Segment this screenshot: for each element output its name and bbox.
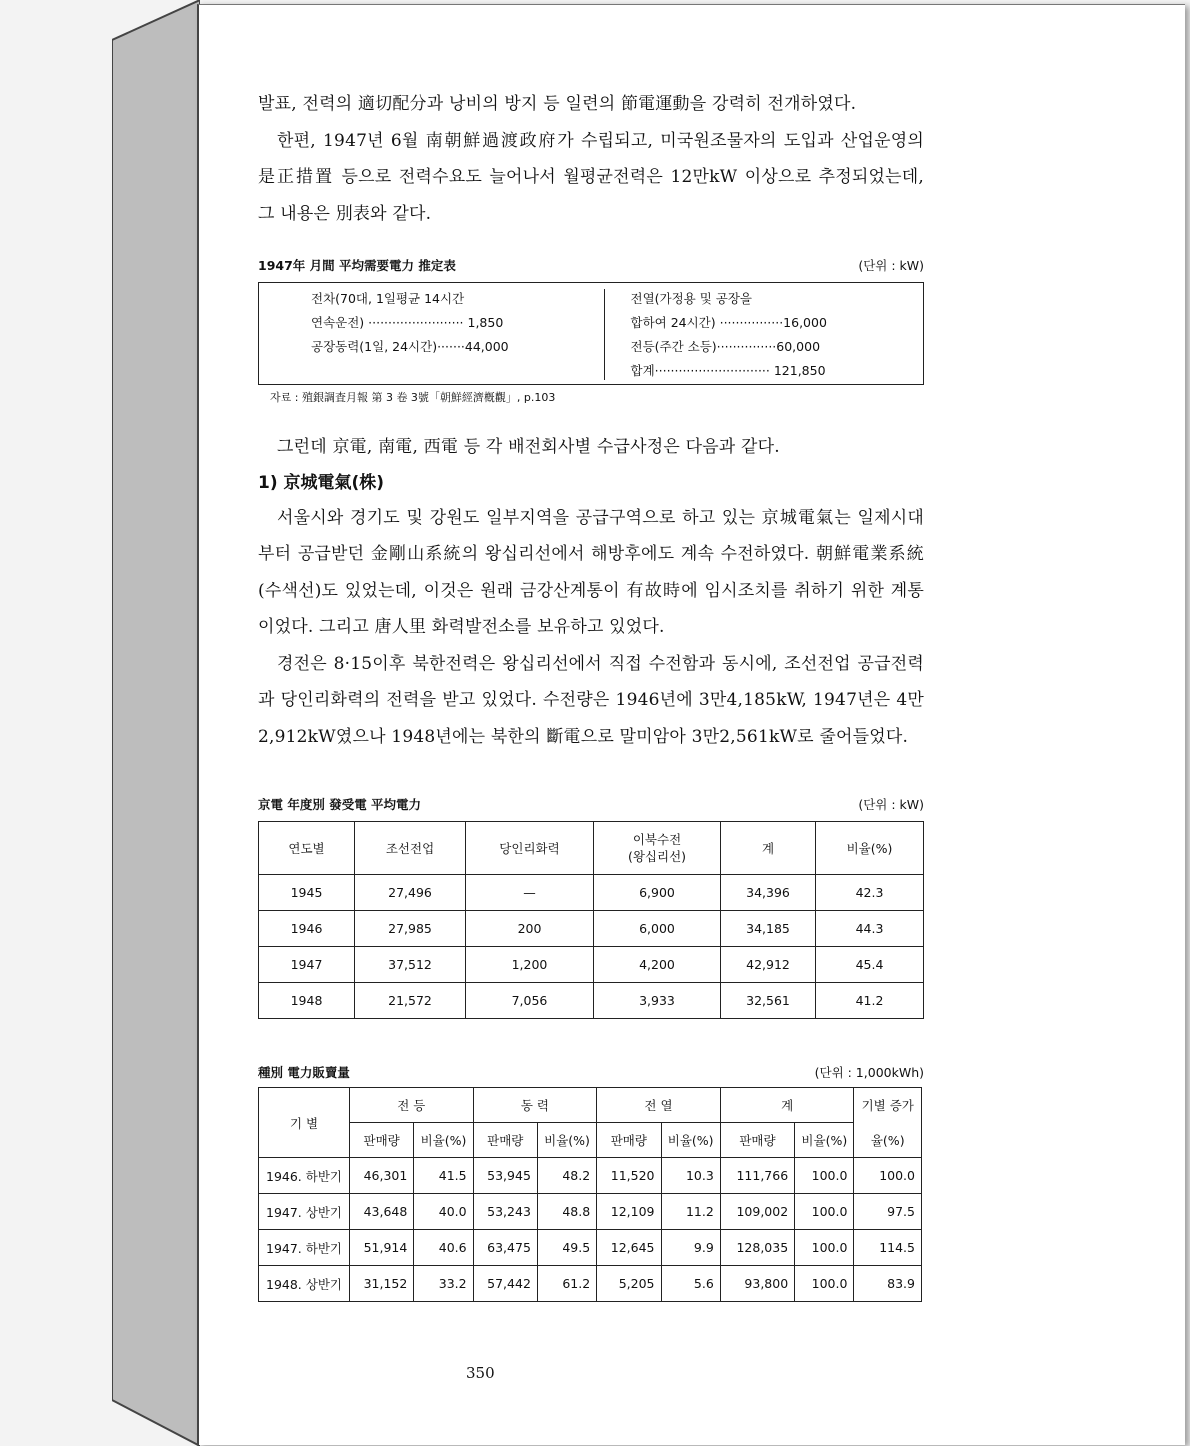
table-row	[259, 1266, 922, 1302]
table-cell: 61.2	[537, 1266, 596, 1302]
table-header-row	[259, 1088, 922, 1123]
table-cell: 1947. 하반기	[259, 1230, 350, 1266]
estimate-table-unit: (단위 : kW)	[858, 258, 924, 273]
table-cell: 114.5	[854, 1230, 922, 1266]
paragraph: 그런데 京電, 南電, 西電 등 각 배전회사별 수급사정은 다음과 같다.	[277, 437, 780, 457]
table-cell: 111,766	[720, 1158, 794, 1194]
table-cell: 32,561	[721, 983, 816, 1019]
table-cell: 11.2	[661, 1194, 720, 1230]
estimate-line: 공장동력(1일, 24시간)·······44,000	[311, 339, 509, 354]
table-cell: 6,900	[594, 875, 721, 911]
table-cell: 21,572	[355, 983, 466, 1019]
table-cell: 97.5	[854, 1194, 922, 1230]
section-heading: 1) 京城電氣(株)	[258, 472, 385, 493]
table-cell: 53,243	[473, 1194, 537, 1230]
table-cell: 9.9	[661, 1230, 720, 1266]
sub-header: 비율(%)	[537, 1123, 596, 1158]
group-header: 동 력	[473, 1088, 597, 1123]
estimate-line: 합하여 24시간) ················16,000	[630, 315, 827, 330]
paragraph: 서울시와 경기도 및 강원도 일부지역을 공급구역으로 하고 있는 京城電氣는 일제시대부터 공급받던 金剛山系統의 왕십리선에서 해방후에도 계속 수전하였다. 朝鮮電業系統(수색선)도 있었는데, 이것은 원래 금강산계통이 有故時에 임시조치를 취하기 위한 계통이었다. 그리고 唐人里 화력발전소를 보유하고 있었다.	[258, 507, 924, 637]
table2-caption	[258, 1063, 924, 1081]
table-cell: 1947. 상반기	[259, 1194, 350, 1230]
table-cell: 93,800	[720, 1266, 794, 1302]
table-cell: 27,985	[355, 911, 466, 947]
table-cell: 41.5	[414, 1158, 473, 1194]
sub-header: 비율(%)	[661, 1123, 720, 1158]
table-cell: 100.0	[854, 1158, 922, 1194]
table-cell: 42,912	[721, 947, 816, 983]
table-cell: 31,152	[350, 1266, 414, 1302]
table-cell: 4,200	[594, 947, 721, 983]
table-cell: 43,648	[350, 1194, 414, 1230]
table-cell: 3,933	[594, 983, 721, 1019]
table-cell: 53,945	[473, 1158, 537, 1194]
col-header: 이북수전 (왕십리선)	[594, 822, 721, 875]
table-cell: 33.2	[414, 1266, 473, 1302]
table1-title: 京電 年度別 發受電 平均電力	[258, 797, 422, 812]
estimate-line: 합계····························· 121,850	[630, 363, 826, 378]
group-header: 계	[720, 1088, 854, 1123]
estimate-left-column	[259, 283, 604, 384]
power-table	[258, 821, 924, 1019]
paragraph: 발표, 전력의 適切配分과 낭비의 방지 등 일련의 節電運動을 강력히 전개하였다.	[258, 94, 857, 114]
sub-header: 판매량	[597, 1123, 661, 1158]
table-row	[259, 1158, 922, 1194]
table-cell: 42.3	[816, 875, 924, 911]
table-cell: 48.2	[537, 1158, 596, 1194]
page-number: 350	[466, 1364, 495, 1382]
table-cell: 100.0	[795, 1194, 854, 1230]
table-cell: 83.9	[854, 1266, 922, 1302]
estimate-line: 전등(주간 소등)···············60,000	[630, 339, 821, 354]
table-cell: 7,056	[466, 983, 594, 1019]
table-cell: —	[466, 875, 594, 911]
table-cell: 11,520	[597, 1158, 661, 1194]
table-cell: 5,205	[597, 1266, 661, 1302]
estimate-table-title: 1947年 月間 平均需要電力 推定表	[258, 258, 456, 273]
table-cell: 1946. 하반기	[259, 1158, 350, 1194]
table-cell: 1945	[259, 875, 355, 911]
table-cell: 34,396	[721, 875, 816, 911]
table-row	[259, 875, 924, 911]
table-cell: 100.0	[795, 1266, 854, 1302]
col-header: 비율(%)	[816, 822, 924, 875]
table2-unit: (단위 : 1,000kWh)	[814, 1065, 924, 1080]
col-header: 당인리화력	[466, 822, 594, 875]
table-cell: 27,496	[355, 875, 466, 911]
paragraph: 경전은 8·15이후 북한전력은 왕십리선에서 직접 수전함과 동시에, 조선전업 공급전력과 당인리화력의 전력을 받고 있었다. 수전량은 1946년에 3만4,185kW, 1947년은 4만2,912kW였으나 1948년에는 북한의 斷電으로 말미암아 3만2,561kW로 줄어들었다.	[258, 653, 924, 747]
table-cell: 63,475	[473, 1230, 537, 1266]
sub-header: 비율(%)	[795, 1123, 854, 1158]
table-cell: 40.0	[414, 1194, 473, 1230]
sub-header: 율(%)	[854, 1123, 922, 1158]
sub-header: 판매량	[473, 1123, 537, 1158]
col-header: 계	[721, 822, 816, 875]
table-cell: 51,914	[350, 1230, 414, 1266]
col-header: 기 별	[259, 1088, 350, 1158]
sales-table	[258, 1087, 922, 1302]
paragraph: 한편, 1947년 6월 南朝鮮過渡政府가 수립되고, 미국원조물자의 도입과 산업운영의 是正措置 등으로 전력수요도 늘어나서 월평균전력은 12만kW 이상으로 추정되었는데, 그 내용은 別表와 같다.	[258, 130, 924, 224]
table-cell: 40.6	[414, 1230, 473, 1266]
table-cell: 34,185	[721, 911, 816, 947]
table-cell: 44.3	[816, 911, 924, 947]
table-cell: 41.2	[816, 983, 924, 1019]
table-cell: 1,200	[466, 947, 594, 983]
table-cell: 100.0	[795, 1158, 854, 1194]
table-cell: 200	[466, 911, 594, 947]
table-cell: 10.3	[661, 1158, 720, 1194]
table-row	[259, 1230, 922, 1266]
table-cell: 1947	[259, 947, 355, 983]
table-cell: 12,109	[597, 1194, 661, 1230]
table-cell: 57,442	[473, 1266, 537, 1302]
group-header: 전 등	[350, 1088, 474, 1123]
estimate-source: 자료 : 殖銀調査月報 第 3 卷 3號「朝鮮經濟槪觀」, p.103	[270, 391, 556, 404]
table-cell: 46,301	[350, 1158, 414, 1194]
estimate-table	[258, 282, 924, 385]
estimate-line: 연속운전) ························ 1,850	[311, 315, 504, 330]
page-content	[258, 86, 924, 1302]
table-cell: 12,645	[597, 1230, 661, 1266]
table-cell: 128,035	[720, 1230, 794, 1266]
estimate-table-caption	[258, 256, 924, 274]
table-subheader-row	[259, 1123, 922, 1158]
table-cell: 37,512	[355, 947, 466, 983]
sub-header: 판매량	[720, 1123, 794, 1158]
table-cell: 1948	[259, 983, 355, 1019]
group-header: 전 열	[597, 1088, 721, 1123]
table-cell: 1946	[259, 911, 355, 947]
table-cell: 109,002	[720, 1194, 794, 1230]
col-header: 기별 증가	[854, 1088, 922, 1123]
table-cell: 5.6	[661, 1266, 720, 1302]
estimate-line: 전열(가정용 및 공장을	[630, 291, 752, 306]
table-row	[259, 1194, 922, 1230]
col-header: 연도별	[259, 822, 355, 875]
sub-header: 비율(%)	[414, 1123, 473, 1158]
table2-title: 種別 電力販賣量	[258, 1065, 350, 1080]
table-row	[259, 947, 924, 983]
table1-caption	[258, 795, 924, 813]
table1-unit: (단위 : kW)	[858, 797, 924, 812]
col-header: 조선전업	[355, 822, 466, 875]
table-header-row	[259, 822, 924, 875]
book-edge	[112, 0, 200, 1446]
table-cell: 6,000	[594, 911, 721, 947]
table-cell: 100.0	[795, 1230, 854, 1266]
table-cell: 45.4	[816, 947, 924, 983]
table-cell: 49.5	[537, 1230, 596, 1266]
estimate-right-column	[605, 283, 924, 384]
sub-header: 판매량	[350, 1123, 414, 1158]
estimate-line: 전차(70대, 1일평균 14시간	[311, 291, 465, 306]
table-cell: 1948. 상반기	[259, 1266, 350, 1302]
table-row	[259, 983, 924, 1019]
table-cell: 48.8	[537, 1194, 596, 1230]
table-row	[259, 911, 924, 947]
